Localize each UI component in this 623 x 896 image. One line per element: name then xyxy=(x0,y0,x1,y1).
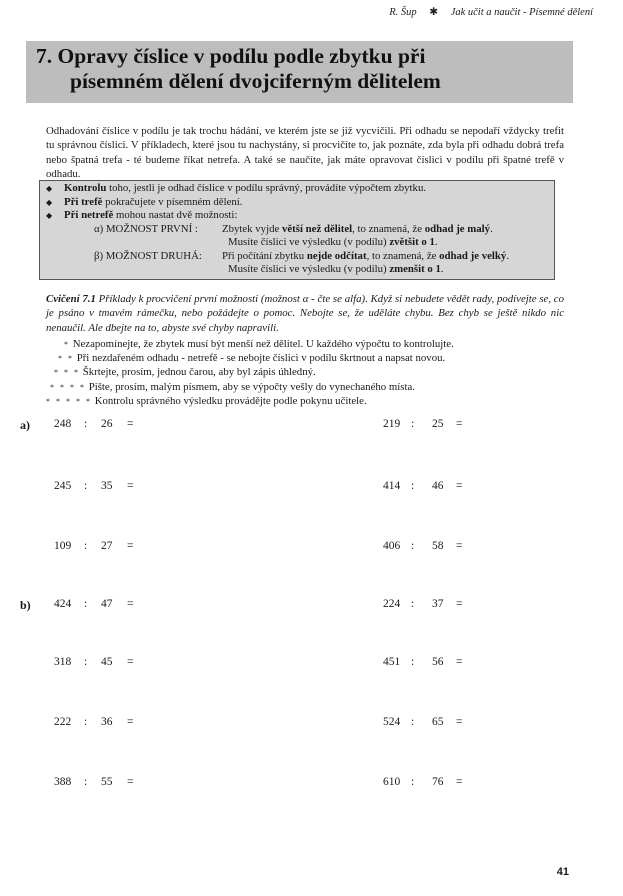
problem-equals-sign: = xyxy=(127,418,134,430)
problem-dividend: 424 xyxy=(54,598,72,610)
problem-divisor: 47 xyxy=(101,598,113,610)
problem-equals-sign: = xyxy=(456,418,463,430)
problem-equals-sign: = xyxy=(127,598,134,610)
chapter-title xyxy=(26,41,573,103)
problem-division-sign: : xyxy=(411,480,415,492)
chapter-title-line2: písemném dělení dvojciferným dělitelem xyxy=(70,69,441,93)
problem-divisor: 45 xyxy=(101,656,113,668)
problem-dividend: 248 xyxy=(54,418,72,430)
instruction-item: * * * * Pište, prosím, malým písmem, aby se výpočty vešly do vynechaného místa. xyxy=(50,381,415,393)
option-line: Při počítání zbytku nejde odčítat, to znamená, že odhad je velký. xyxy=(222,249,510,262)
problem-division-sign: : xyxy=(411,598,415,610)
rule-text: mohou nastat dvě možnosti: xyxy=(113,209,238,221)
problem-equals-sign: = xyxy=(127,540,134,552)
problem-division-sign: : xyxy=(84,418,88,430)
problem-divisor: 46 xyxy=(432,480,444,492)
rule-item xyxy=(46,209,554,223)
problem-dividend: 318 xyxy=(54,656,72,668)
problem-equals-sign: = xyxy=(456,776,463,788)
problem-equals-sign: = xyxy=(127,776,134,788)
rule-item xyxy=(46,182,554,196)
problem-divisor: 35 xyxy=(101,480,113,492)
problem-divisor: 58 xyxy=(432,540,444,552)
rules-box xyxy=(39,180,555,280)
star-bullet-icon: * * * * xyxy=(50,383,86,392)
section-label-b: b) xyxy=(20,598,31,612)
exercise-text: Příklady k procvičení první možnosti (možnost α - čte se alfa). Když si nebudete vědět rady, podívejte se, co je psáno v tmavém rámečku, nebo požádejte o pomoc. Nebojte se, že uděláte chybu. Bez chyb se ještě nikdo nic nenaučil. Ale dbejte na to, abyste své chyby napravili. xyxy=(46,293,564,334)
option-line: Musíte číslici ve výsledku (v podílu) zmenšit o 1. xyxy=(228,263,444,275)
header-separator: ✱ xyxy=(429,7,439,18)
problem-divisor: 27 xyxy=(101,540,113,552)
problem-division-sign: : xyxy=(84,540,88,552)
problem-division-sign: : xyxy=(84,776,88,788)
page-number: 41 xyxy=(556,866,569,878)
option-line: Musíte číslici ve výsledku (v podílu) zvětšit o 1. xyxy=(228,236,438,248)
option-label: α) MOŽNOST PRVNÍ : xyxy=(94,222,198,235)
problem-equals-sign: = xyxy=(456,656,463,668)
problem-division-sign: : xyxy=(84,480,88,492)
problem-divisor: 56 xyxy=(432,656,444,668)
option-line: Zbytek vyjde větší než dělitel, to znamená, že odhad je malý. xyxy=(222,222,493,235)
diamond-bullet-icon: ◆ xyxy=(46,197,53,207)
problem-dividend: 414 xyxy=(383,480,401,492)
problem-division-sign: : xyxy=(411,716,415,728)
problem-division-sign: : xyxy=(84,598,88,610)
header-book-title: Jak učit a naučit - Písemné dělení xyxy=(450,7,593,18)
problem-equals-sign: = xyxy=(127,656,134,668)
rule-text: toho, jestli je odhad číslice v podílu správný, provádíte výpočtem zbytku. xyxy=(106,182,427,194)
problem-dividend: 109 xyxy=(54,540,72,552)
problem-dividend: 245 xyxy=(54,480,72,492)
instruction-item: * * * Škrtejte, prosím, jednou čarou, aby byl zápis úhledný. xyxy=(54,366,316,378)
problem-dividend: 219 xyxy=(383,418,401,430)
problem-equals-sign: = xyxy=(456,716,463,728)
rule-bold: Při netrefě xyxy=(64,209,114,221)
rule-bold: Kontrolu xyxy=(64,182,107,194)
rule-text: pokračujete v písemném dělení. xyxy=(102,195,243,208)
header-author: R. Šup xyxy=(389,7,417,18)
star-bullet-icon: * * * xyxy=(54,368,80,377)
problem-equals-sign: = xyxy=(127,716,134,728)
option-second xyxy=(46,250,554,277)
option-label: β) MOŽNOST DRUHÁ: xyxy=(94,249,202,262)
problem-equals-sign: = xyxy=(456,540,463,552)
problem-dividend: 222 xyxy=(54,716,72,728)
diamond-bullet-icon: ◆ xyxy=(46,184,53,193)
problem-equals-sign: = xyxy=(456,598,463,610)
problem-division-sign: : xyxy=(411,776,415,788)
problem-dividend: 610 xyxy=(383,776,401,788)
exercise-description xyxy=(46,292,564,335)
problem-division-sign: : xyxy=(84,716,88,728)
problem-dividend: 224 xyxy=(383,598,401,610)
running-header xyxy=(389,6,593,18)
problem-divisor: 76 xyxy=(432,776,444,788)
star-bullet-icon: * * xyxy=(58,354,74,363)
problem-division-sign: : xyxy=(411,656,415,668)
chapter-title-line1: 7. Opravy číslice v podílu podle zbytku při xyxy=(36,44,426,68)
problem-divisor: 26 xyxy=(101,418,113,430)
star-bullet-icon: * * * * * xyxy=(46,397,92,406)
problem-division-sign: : xyxy=(84,656,88,668)
instruction-item: * * * * * Kontrolu správného výsledku provádějte podle pokynu učitele. xyxy=(46,395,367,407)
problem-equals-sign: = xyxy=(456,480,463,492)
problem-divisor: 25 xyxy=(432,418,444,430)
intro-paragraph: Odhadování číslice v podílu je tak trochu hádání, ve kterém jste se již vycvičili. Při odhadu se nepodaří vždycky trefit tu správnou číslici. V příkladech, které jsou tu nachystány, si procvičíte to, jak poznáte, zda byla při odhadu dobrá trefa nebo špatná trefa - té budeme říkat netrefa. A také se naučíte, jak máte opravovat číslici v podílu při špatné trefě v odhadu. xyxy=(46,125,564,180)
problem-dividend: 388 xyxy=(54,776,72,788)
option-first xyxy=(46,223,554,250)
problem-dividend: 524 xyxy=(383,716,401,728)
problem-divisor: 36 xyxy=(101,716,113,728)
section-label-a: a) xyxy=(20,418,30,432)
star-bullet-icon: * xyxy=(64,340,70,349)
instruction-item: * * Při nezdařeném odhadu - netrefě - se nebojte číslici v podílu škrtnout a napsat novou. xyxy=(58,352,446,364)
problem-dividend: 406 xyxy=(383,540,401,552)
diamond-bullet-icon: ◆ xyxy=(46,211,53,220)
problem-division-sign: : xyxy=(411,418,415,430)
problem-divisor: 37 xyxy=(432,598,444,610)
problem-dividend: 451 xyxy=(383,656,401,668)
problem-division-sign: : xyxy=(411,540,415,552)
rule-item xyxy=(46,196,554,210)
exercise-label: Cvičení 7.1 xyxy=(46,293,96,305)
problem-divisor: 65 xyxy=(432,716,444,728)
problem-equals-sign: = xyxy=(127,480,134,492)
rule-bold: Při trefě xyxy=(64,195,103,208)
instruction-item: * Nezapomínejte, že zbytek musí být menší než dělitel. U každého výpočtu to kontrolujte. xyxy=(64,338,454,350)
problem-divisor: 55 xyxy=(101,776,113,788)
